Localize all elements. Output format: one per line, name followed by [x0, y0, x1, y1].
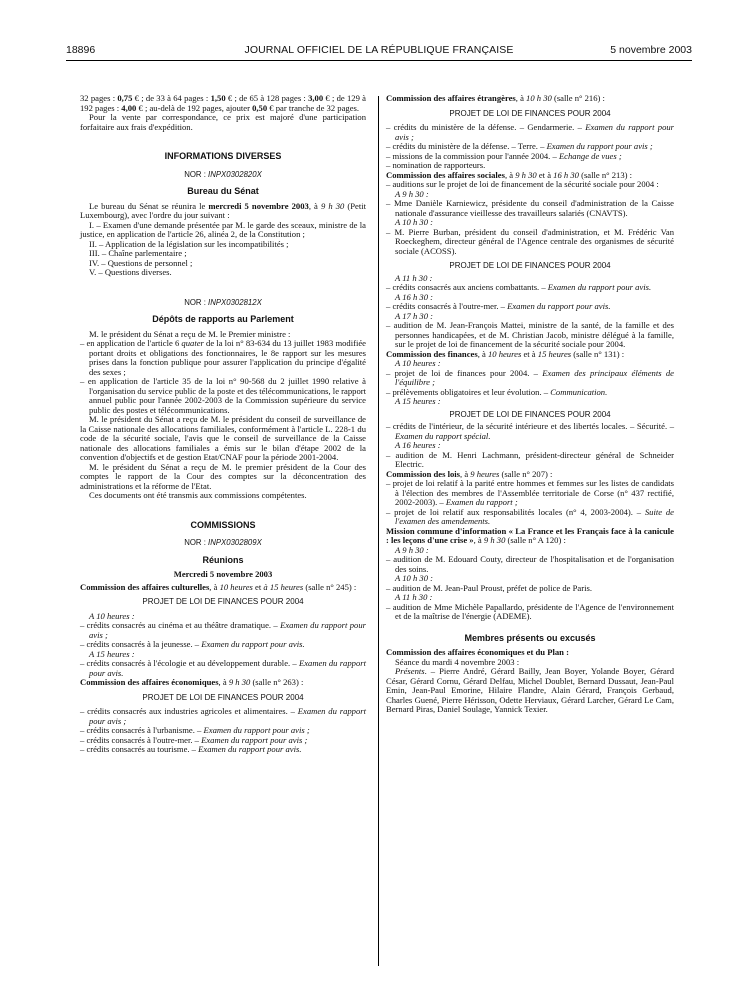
attendees-list: Présents. – Pierre André, Gérard Bailly, Jean Boyer, Yolande Boyer, Gérard César, Gérard Cornu, Gérard Delfau, Michel Doublet, Bernard Dussaut, Jean-Paul Emin, Jean-Paul Emorine, Hilaire Flandre, Alain Gérard, François Gerbaud, Charles Guené, Pierre Hérisson, Odette Herviaux, Gérard Larcher, Gérard Le Cam, Bernard Piras, Daniel Soulage, Yannick Texier. — [386, 666, 674, 714]
commission-heading: Commission des affaires étrangères, à 10 h 30 (salle n° 216) : — [386, 93, 605, 103]
depot-paragraph: Ces documents ont été transmis aux commissions compétentes. — [89, 490, 307, 500]
agenda-entry: – crédits consacrés à l'écologie et au développement durable. – Examen du rapport pour avis. — [80, 658, 366, 678]
agenda-entry: – prélèvements obligatoires et leur évolution. – Communication. — [386, 386, 608, 397]
commission-heading: Mission commune d'information « La France et les Français face à la canicule : les leçons d'une crise », à 9 h 30 (salle n° A 120) : — [386, 525, 674, 545]
time-slot: A 10 h 30 : — [395, 573, 434, 583]
time-slot: A 16 heures : — [395, 440, 441, 450]
nor-reference: NOR : INPX0302809X — [184, 538, 262, 547]
nor-reference: NOR : INPX0302812X — [184, 297, 262, 307]
agenda-entry: – projet de loi de finances pour 2004. – Examen des principaux éléments de l'équilibre ; — [386, 367, 674, 387]
agenda-item: V. – Questions diverses. — [89, 267, 172, 277]
agenda-entry: – crédits consacrés au cinéma et au théâtre dramatique. – Examen du rapport pour avis ; — [80, 620, 366, 640]
agenda-entry: – audition de M. Henri Lachmann, président-directeur général de Schneider Electric. — [386, 449, 674, 469]
session-date: Séance du mardi 4 novembre 2003 : — [395, 656, 520, 667]
agenda-entry: – projet de loi relatif aux responsabilités locales (n° 4, 2003-2004). – Suite de l'examen des amendements. — [386, 506, 674, 526]
agenda-entry: – nomination de rapporteurs. — [386, 160, 486, 170]
commission-heading: Commission des affaires économiques et du Plan : — [386, 647, 569, 657]
agenda-entry: – crédits du ministère de la défense. – Gendarmerie. – Examen du rapport pour avis ; — [386, 122, 675, 142]
agenda-item: II. – Application de la législation sur les incompatibilités ; — [89, 238, 289, 249]
section-title-commissions: COMMISSIONS — [190, 519, 256, 530]
depot-item: – en application de l'article 6 quater de la loi n° 83-634 du 13 juillet 1983 modifiée portant droits et obligations des fonctionnaires, le 8e rapport sur les mesures prises dans la fonction publique pour assurer l'application du principe d'égalité des sexes ; — [80, 338, 366, 377]
time-slot: A 16 h 30 : — [395, 291, 434, 302]
nor-reference: NOR : INPX0302820X — [184, 169, 262, 179]
plf-heading: PROJET DE LOI DE FINANCES POUR 2004 — [449, 108, 611, 118]
agenda-entry: – audition de M. Jean-Paul Proust, préfet de police de Paris. — [386, 582, 592, 593]
bureau-paragraph: Le bureau du Sénat se réunira le mercredi 5 novembre 2003, à 9 h 30 (Petit Luxembourg), avec l'ordre du jour suivant : — [80, 200, 366, 220]
time-slot: A 15 heures : — [89, 648, 135, 659]
plf-heading: PROJET DE LOI DE FINANCES POUR 2004 — [449, 409, 611, 419]
time-slot: A 9 h 30 : — [395, 188, 429, 199]
agenda-entry: – crédits consacrés aux industries agricoles et alimentaires. – Examen du rapport pour avis ; — [80, 706, 366, 726]
section-title-informations: INFORMATIONS DIVERSES — [164, 151, 282, 161]
time-slot: A 10 heures : — [89, 610, 135, 621]
agenda-entry: – M. Pierre Burban, président du conseil d'administration, et M. Frédéric Van Roeckeghem, directeur général de l'Agence centrale des organismes de sécurité sociale (ACOSS). — [386, 226, 674, 256]
commission-heading: Commission des affaires culturelles, à 10 heures et à 15 heures (salle n° 245) : — [80, 581, 357, 592]
agenda-entry: – crédits de l'intérieur, de la sécurité intérieure et des libertés locales. – Sécurité. – Examen du rapport spécial. — [386, 421, 674, 441]
time-slot: A 10 h 30 : — [395, 217, 434, 227]
issue-date: 5 novembre 2003 — [610, 44, 692, 56]
agenda-entry: – auditions sur le projet de loi de financement de la sécurité sociale pour 2004 : — [386, 179, 659, 189]
agenda-entry: – projet de loi relatif à la parité entre hommes et femmes sur les listes de candidats à l'élection des membres de l'Assemblée territoriale de Corse (n° 437 rectifié, 2002-2003). – Examen du rapport ; — [386, 478, 674, 507]
agenda-entry: – crédits consacrés à l'urbanisme. – Examen du rapport pour avis ; — [80, 725, 310, 735]
agenda-entry: – crédits consacrés à la jeunesse. – Examen du rapport pour avis. — [80, 639, 305, 649]
mail-order-note: Pour la vente par correspondance, ce prix est majoré d'une participation forfaitaire aux frais d'expédition. — [80, 112, 366, 132]
depot-item: – en application de l'article 35 de la loi n° 90-568 du 2 juillet 1990 relative à l'organisation du service public de la poste et des télécommunications, le rapport annuel public pour l'année 2002-2003 de la Commission supérieure du service public des postes et télécommunications. — [80, 376, 366, 415]
price-list: 32 pages : 0,75 € ; de 33 à 64 pages : 1,50 € ; de 65 à 128 pages : 3,00 € ; de 129 à 192 pages : 4,00 € ; au-delà de 192 pages, ajouter 0,50 € par tranche de 32 pages. — [80, 93, 366, 113]
time-slot: A 11 h 30 : — [395, 272, 433, 283]
agenda-entry: – crédits consacrés au tourisme. – Examen du rapport pour avis. — [80, 744, 302, 754]
plf-heading: PROJET DE LOI DE FINANCES POUR 2004 — [142, 597, 304, 606]
left-column — [80, 94, 366, 755]
agenda-entry: – crédits du ministère de la défense. – Terre. – Examen du rapport pour avis ; — [386, 141, 653, 151]
plf-heading: PROJET DE LOI DE FINANCES POUR 2004 — [449, 261, 611, 270]
agenda-entry: – audition de M. Jean-François Mattei, ministre de la santé, de la famille et des personnes handicapées, et de M. Christian Jacob, ministre délégué à la famille, sur le projet de loi de financement de la sécurité sociale pour 2004. — [386, 320, 674, 349]
subsection-title-membres: Membres présents ou excusés — [464, 632, 596, 643]
agenda-item: IV. – Questions de personnel ; — [89, 257, 193, 268]
agenda-entry: – audition de M. Edouard Couty, directeur de l'hospitalisation et de l'organisation des soins. — [386, 554, 674, 574]
subsection-title-bureau: Bureau du Sénat — [187, 186, 259, 196]
plf-heading: PROJET DE LOI DE FINANCES POUR 2004 — [142, 692, 304, 702]
agenda-entry: – crédits consacrés à l'outre-mer. – Examen du rapport pour avis ; — [80, 734, 308, 745]
page-header — [66, 44, 692, 58]
time-slot: A 17 h 30 : — [395, 310, 434, 321]
time-slot: A 10 heures : — [395, 358, 441, 368]
time-slot: A 9 h 30 : — [395, 544, 429, 555]
agenda-entry: – crédits consacrés à l'outre-mer. – Examen du rapport pour avis. — [386, 301, 611, 311]
agenda-entry: – Mme Danièle Karniewicz, présidente du conseil d'administration de la Caisse nationale d'assurance vieillesse des travailleurs salariés (CNAVTS). — [386, 198, 674, 218]
meeting-date: Mercredi 5 novembre 2003 — [173, 569, 273, 579]
agenda-item: I. – Examen d'une demande présentée par M. le garde des sceaux, ministre de la justice, en application de l'article 26, alinéa 2, de la Constitution ; — [80, 219, 366, 239]
depot-paragraph: M. le président du Sénat a reçu de M. le premier président de la Cour des comptes le rapport de la Cour des comptes sur la déconcentration des administrations et la réforme de l'Etat. — [80, 461, 366, 491]
right-column — [386, 94, 674, 715]
depot-paragraph: M. le président du Sénat a reçu de M. le président du conseil de surveillance de la Caisse nationale des allocations familiales, conformément à l'article L. 228-1 du code de la sécurité sociale, l'avis que le conseil de surveillance de la Caisse nationale des allocations familiales a émis sur le bilan d'étape 2002 de la convention d'objectifs et de gestion Etat/CNAF pour la période 2001-2004. — [80, 414, 366, 462]
commission-heading: Commission des lois, à 9 heures (salle n° 207) : — [386, 468, 553, 479]
agenda-entry: – missions de la commission pour l'année 2004. – Echange de vues ; — [386, 150, 622, 161]
agenda-item: III. – Chaîne parlementaire ; — [89, 248, 187, 258]
header-rule — [66, 60, 692, 61]
page-number: 18896 — [66, 44, 96, 56]
agenda-entry: – audition de Mme Michèle Papallardo, présidente de l'Agence de l'environnement et de la maîtrise de l'énergie (ADEME). — [386, 601, 674, 621]
commission-heading: Commission des affaires économiques, à 9 h 30 (salle n° 263) : — [80, 677, 304, 687]
journal-title: JOURNAL OFFICIEL DE LA RÉPUBLIQUE FRANÇAISE — [244, 44, 514, 56]
column-divider — [378, 96, 379, 966]
subsection-title-reunions: Réunions — [202, 554, 244, 565]
time-slot: A 15 heures : — [395, 396, 441, 406]
depots-intro: M. le président du Sénat a reçu de M. le Premier ministre : — [89, 328, 291, 339]
commission-heading: Commission des finances, à 10 heures et à 15 heures (salle n° 131) : — [386, 348, 625, 359]
subsection-title-depots: Dépôts de rapports au Parlement — [152, 314, 294, 324]
time-slot: A 11 h 30 : — [395, 592, 433, 602]
commission-heading: Commission des affaires sociales, à 9 h 30 et à 16 h 30 (salle n° 213) : — [386, 169, 633, 180]
agenda-entry: – crédits consacrés aux anciens combattants. – Examen du rapport pour avis. — [386, 282, 652, 292]
